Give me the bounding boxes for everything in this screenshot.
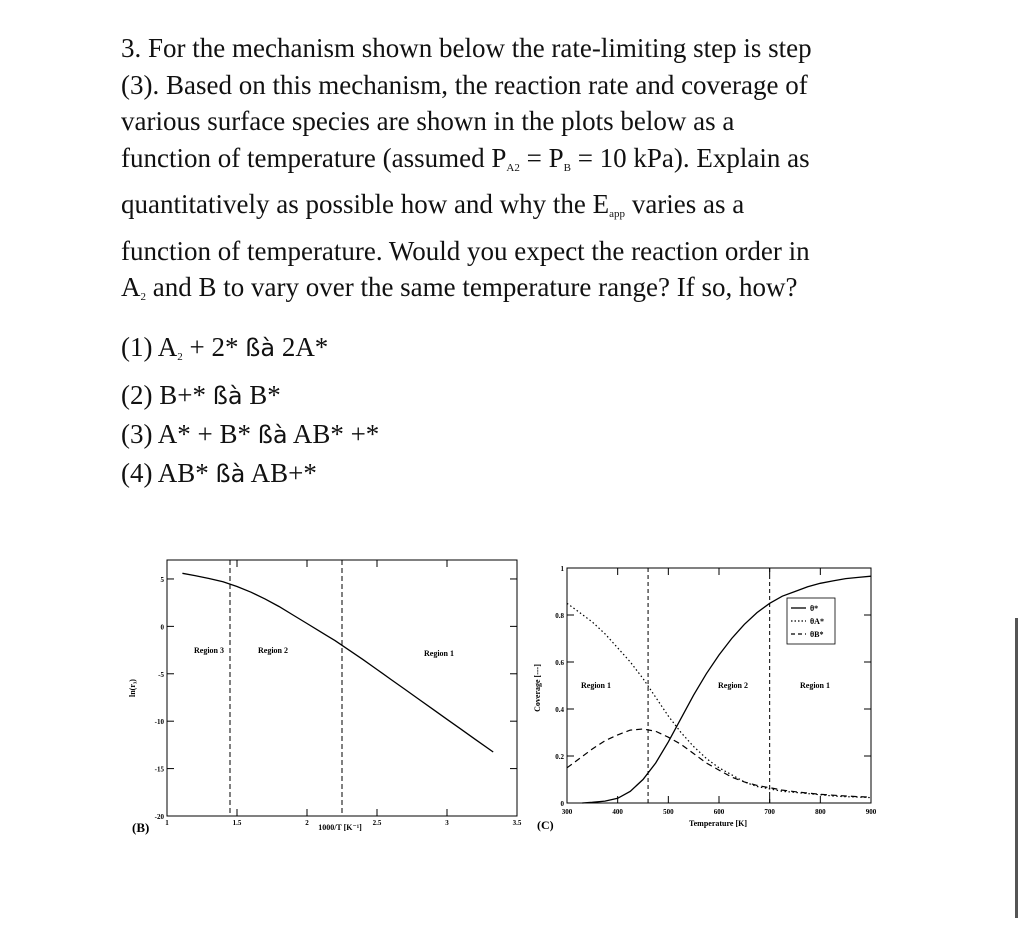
plot-c-region-1b-label: Region 1 — [800, 681, 830, 690]
plot-b-region-2-label: Region 2 — [258, 646, 288, 655]
plot-c-region-2-label: Region 2 — [718, 681, 748, 690]
question-line-3: various surface species are shown in the plots below as a — [121, 106, 735, 136]
y-tick-label: -20 — [154, 813, 164, 821]
scrollbar[interactable] — [1015, 618, 1018, 918]
x-tick-label: 2 — [305, 819, 309, 827]
equilibrium-arrow-icon: ßà — [245, 334, 276, 362]
question-line-1: 3. For the mechanism shown below the rate-limiting step is step — [121, 33, 812, 63]
x-tick-label: 900 — [865, 808, 877, 816]
x-tick-label: 300 — [561, 808, 573, 816]
theta-b-curve — [567, 729, 871, 797]
plot-c-region-dividers — [648, 568, 770, 803]
mechanism-step: (3) A* + B* ßà AB* +* — [121, 419, 380, 449]
plot-c-region-1-label: Region 1 — [581, 681, 611, 690]
plot-b-region-dividers — [230, 560, 342, 816]
plot-c-legend — [787, 598, 835, 644]
mechanism-step: (2) B+* ßà B* — [121, 380, 281, 410]
y-tick-label: 0.6 — [555, 659, 564, 667]
question-line-6: function of temperature. Would you expect the reaction order in — [121, 235, 810, 266]
question-line-2: (3). Based on this mechanism, the reaction rate and coverage of — [121, 69, 808, 100]
x-tick-label: 700 — [764, 808, 775, 816]
plot-b-region-1-label: Region 1 — [424, 649, 454, 658]
y-tick-label: 0 — [560, 800, 564, 808]
y-tick-label: -10 — [154, 718, 164, 727]
y-tick-label: 0.4 — [555, 706, 564, 714]
x-tick-label: 600 — [713, 808, 725, 816]
ln-rate-curve — [182, 573, 493, 752]
legend-theta-a: θA* — [810, 617, 824, 626]
question-line-5: quantitatively as possible how and why the $E_{app}$ varies as a — [121, 189, 745, 220]
legend-theta-b: θB* — [810, 630, 824, 639]
plot-c-xlabel: Temperature [K] — [689, 819, 747, 828]
y-tick-label: 1 — [560, 565, 564, 573]
mechanism-step: (4) AB* ßà AB+* — [121, 458, 317, 488]
y-tick-label: 0 — [160, 623, 164, 632]
question-line-7: $A_2$ and B to vary over the same temperature range? If so, how? — [121, 272, 798, 303]
plot-c-ylabel: Coverage [---] — [533, 664, 542, 712]
y-tick-label: 5 — [160, 575, 164, 584]
x-tick-label: 500 — [663, 808, 674, 816]
x-tick-label: 2.5 — [372, 819, 382, 827]
y-tick-label: 0.2 — [555, 753, 564, 761]
y-tick-label: -15 — [154, 765, 164, 774]
question-line-4: function of temperature (assumed $P_{A2} = P_B = 10$ kPa). Explain as — [121, 142, 810, 174]
legend-theta-star: θ* — [810, 604, 819, 613]
plot-b-xlabel: 1000/T [K⁻¹] — [318, 823, 362, 832]
mechanism-step: (1) $A_2 + 2*$ ßà 2A* — [121, 332, 329, 363]
y-tick-label: -5 — [158, 670, 164, 679]
plot-b-ticks — [155, 560, 522, 827]
x-tick-label: 400 — [612, 808, 623, 816]
plot-b-region-3-label: Region 3 — [194, 646, 224, 655]
x-tick-label: 3 — [445, 819, 449, 827]
plot-c-panel-label: (C) — [537, 818, 554, 832]
plot-b-ylabel: ln(r₃) — [128, 679, 137, 697]
equilibrium-arrow-icon: ßà — [212, 382, 243, 410]
x-tick-label: 3.5 — [512, 819, 522, 827]
equilibrium-arrow-icon: ßà — [215, 460, 246, 488]
plot-b-panel-label: (B) — [132, 820, 150, 835]
y-tick-label: 0.8 — [555, 612, 564, 620]
x-tick-label: 800 — [815, 808, 826, 816]
x-tick-label: 1.5 — [232, 819, 242, 827]
equilibrium-arrow-icon: ßà — [257, 421, 288, 449]
x-tick-label: 1 — [165, 819, 169, 827]
